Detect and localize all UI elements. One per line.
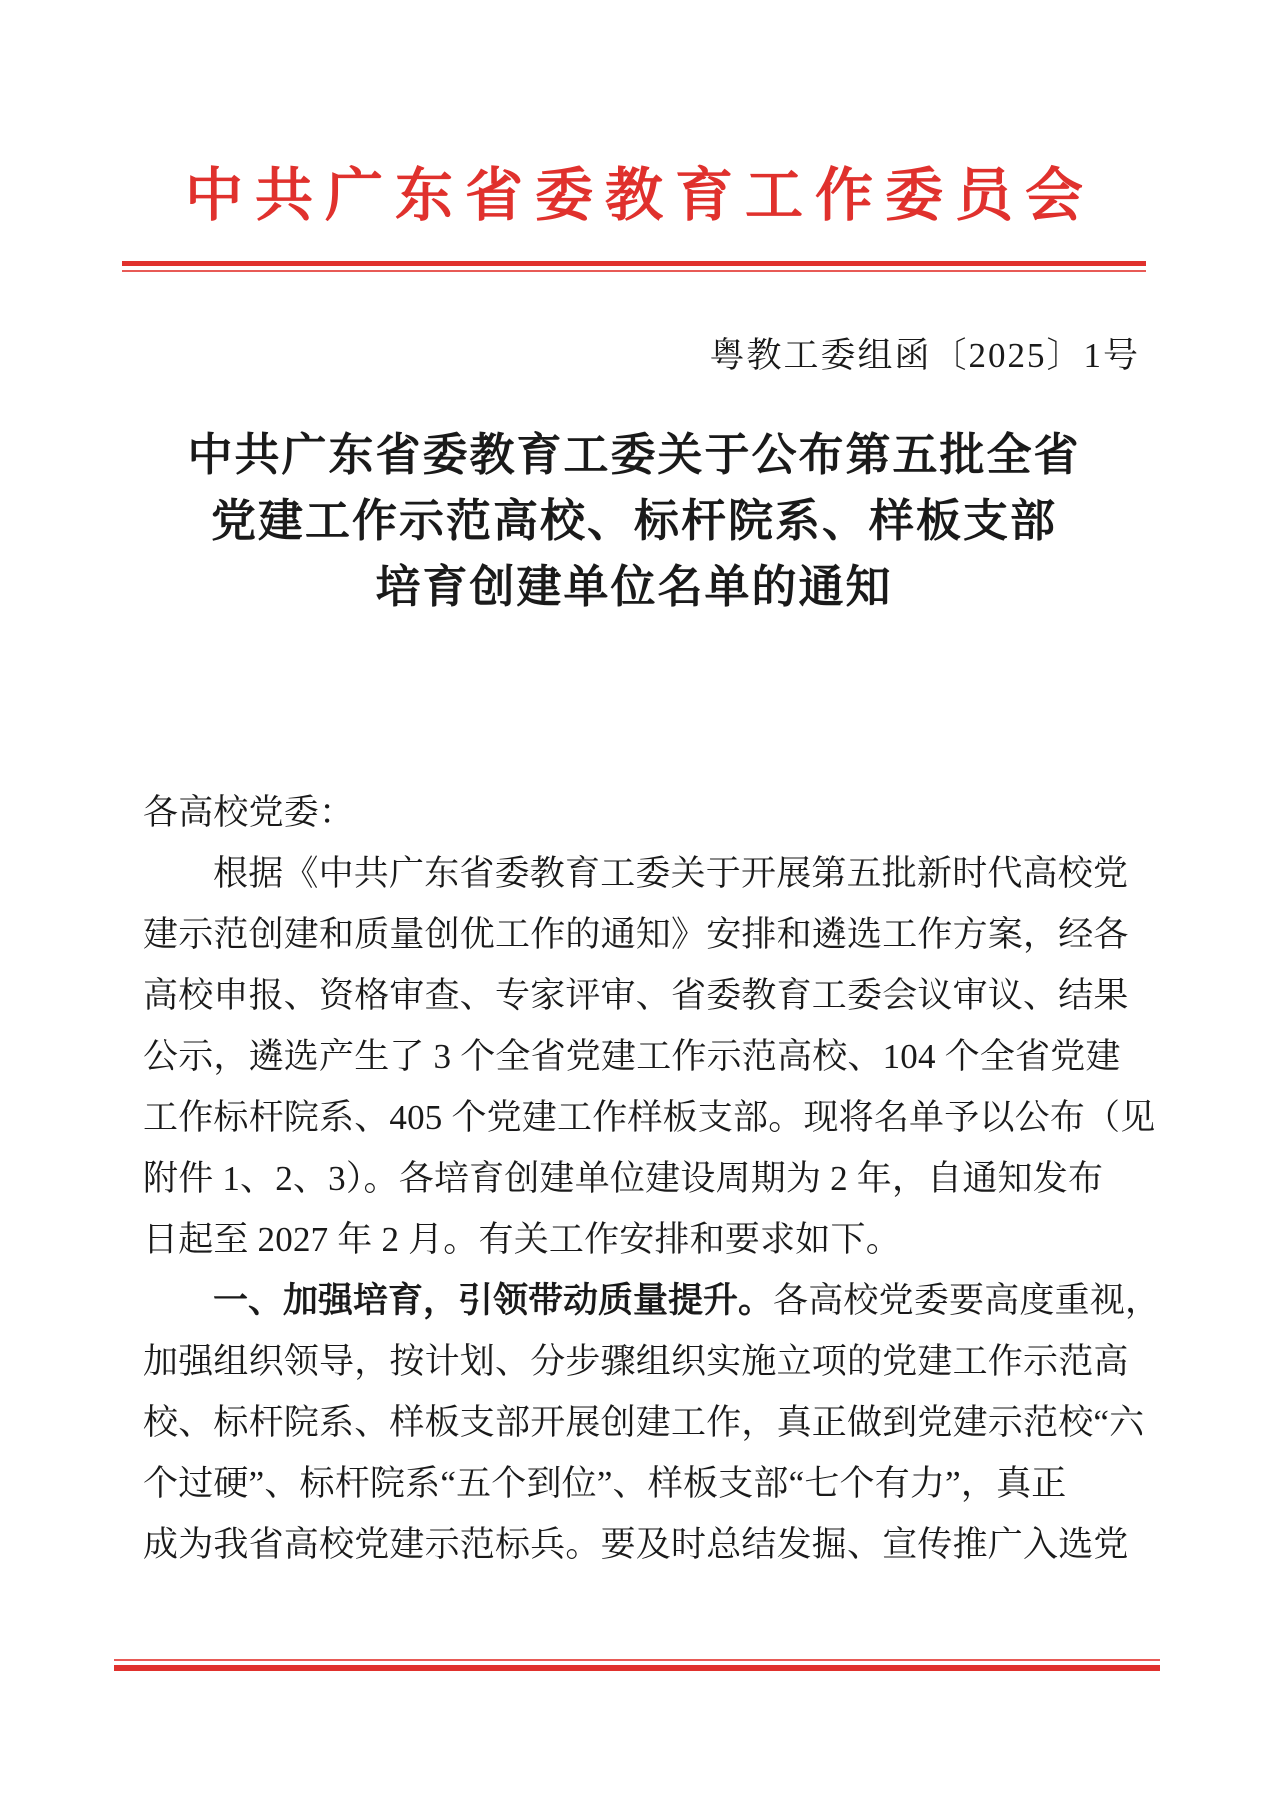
paragraph2-lead-rest: 各高校党委要高度重视， — [773, 1281, 1161, 1320]
paragraph2-line: 成为我省高校党建示范标兵。要及时总结发掘、宣传推广入选党 — [143, 1525, 1129, 1564]
letterhead-org-title: 中共广东省委教育工作委员会 — [184, 163, 1095, 228]
paragraph1-line: 高校申报、资格审查、专家评审、省委教育工委会议审议、结果 — [143, 976, 1129, 1015]
paragraph1-line: 工作标杆院系、405 个党建工作样板支部。现将名单予以公布（见 — [143, 1098, 1156, 1137]
salutation: 各高校党委： — [143, 793, 355, 832]
paragraph2-line: 个过硬”、标杆院系“五个到位”、样板支部“七个有力”，真正 — [143, 1464, 1067, 1503]
document-title — [0, 422, 1268, 620]
document-reference-number: 粤教工委组函〔2025〕1号 — [709, 336, 1140, 375]
document-title-line-1: 中共广东省委教育工委关于公布第五批全省 — [187, 430, 1081, 480]
document-title-line-2: 党建工作示范高校、标杆院系、样板支部 — [210, 496, 1057, 546]
section-heading-bold: 一、加强培育，引领带动质量提升。 — [213, 1281, 774, 1320]
paragraph2-line: 校、标杆院系、样板支部开展创建工作，真正做到党建示范校“六 — [143, 1403, 1145, 1442]
top-separator-thin-line — [122, 270, 1146, 272]
paragraph1-line: 根据《中共广东省委教育工委关于开展第五批新时代高校党 — [213, 854, 1129, 893]
top-separator-thick-line — [122, 261, 1146, 266]
paragraph1-line: 日起至 2027 年 2 月。有关工作安排和要求如下。 — [143, 1220, 901, 1259]
document-title-line-3: 培育创建单位名单的通知 — [375, 562, 893, 612]
paragraph2-line: 加强组织领导，按计划、分步骤组织实施立项的党建工作示范高 — [143, 1342, 1129, 1381]
paragraph1-line: 建示范创建和质量创优工作的通知》安排和遴选工作方案，经各 — [143, 915, 1129, 954]
paragraph1-line: 附件 1、2、3）。各培育创建单位建设周期为 2 年，自通知发布 — [143, 1159, 1104, 1198]
bottom-separator-thick-line — [114, 1665, 1160, 1671]
document-body — [143, 782, 1161, 1575]
bottom-separator-thin-line — [114, 1659, 1160, 1661]
paragraph2-lead-line — [143, 1270, 1161, 1331]
paragraph1-line: 公示，遴选产生了 3 个全省党建工作示范高校、104 个全省党建 — [143, 1037, 1121, 1076]
